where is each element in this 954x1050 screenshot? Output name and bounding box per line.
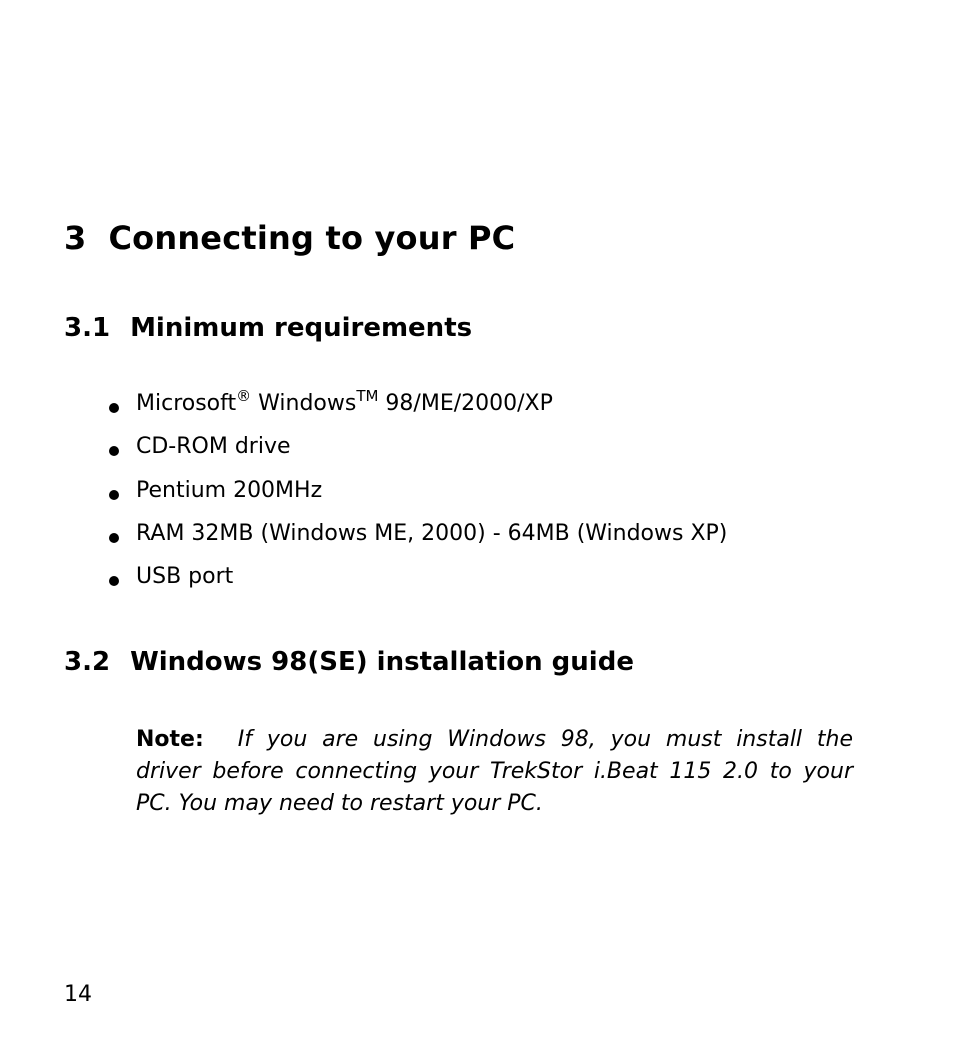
note-label: Note: bbox=[136, 727, 204, 752]
section-title-text: Minimum requirements bbox=[130, 313, 473, 343]
bullet-icon bbox=[109, 446, 119, 456]
list-item-text: RAM 32MB (Windows ME, 2000) - 64MB (Windows XP) bbox=[136, 520, 728, 546]
text-windows: Windows bbox=[251, 391, 357, 416]
chapter-title-text: Connecting to your PC bbox=[108, 219, 516, 257]
page-number: 14 bbox=[64, 982, 92, 1007]
section-title-text: Windows 98(SE) installation guide bbox=[130, 647, 634, 677]
bullet-icon bbox=[109, 533, 119, 543]
list-item-text bbox=[136, 387, 553, 416]
registered-mark: ® bbox=[236, 387, 252, 405]
bullet-icon bbox=[109, 576, 119, 586]
list-item-text: Pentium 200MHz bbox=[136, 477, 323, 503]
bullet-icon bbox=[109, 490, 119, 500]
trademark-mark: TM bbox=[356, 387, 379, 405]
text-versions: 98/ME/2000/XP bbox=[378, 391, 553, 416]
list-item-text: USB port bbox=[136, 564, 234, 590]
section-number: 3.2 bbox=[64, 647, 111, 677]
section-title-minimum-requirements bbox=[64, 313, 472, 343]
bullet-icon bbox=[109, 403, 119, 413]
chapter-title bbox=[64, 219, 515, 257]
list-item-text: CD-ROM drive bbox=[136, 434, 291, 460]
text-microsoft: Microsoft bbox=[136, 391, 237, 416]
note-text: If you are using Windows 98, you must install the driver before connecting your TrekStor i.Beat 115 2.0 to your PC. You may need to restart your PC. bbox=[136, 727, 853, 816]
note-paragraph bbox=[136, 724, 853, 820]
section-number: 3.1 bbox=[64, 313, 111, 343]
chapter-number: 3 bbox=[64, 219, 87, 257]
section-title-installation-guide bbox=[64, 647, 634, 677]
